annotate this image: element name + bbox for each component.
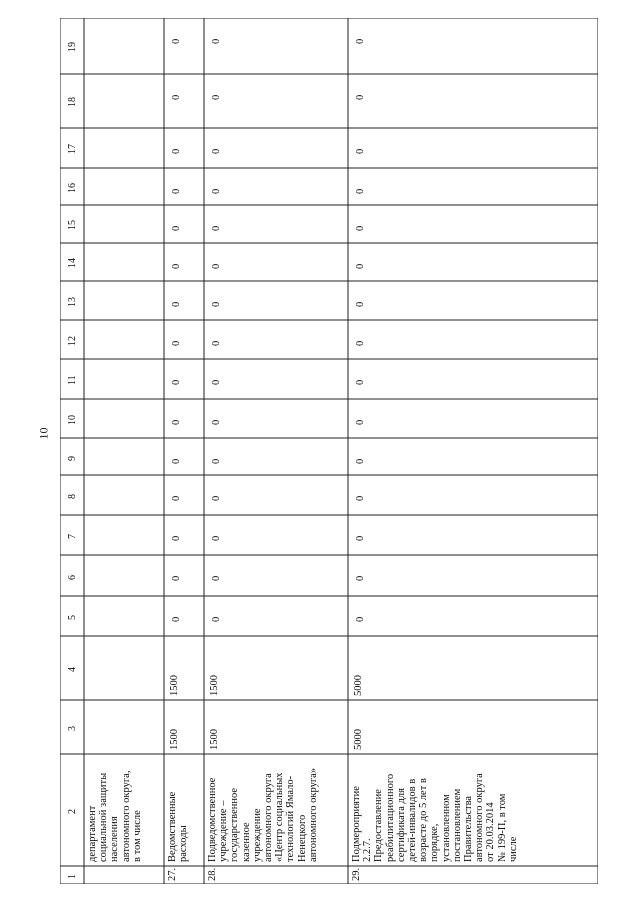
row-name-line: автономного округа, [120,770,132,862]
cell-value: 0 [355,148,366,154]
row-name-line: казенное [240,822,252,862]
cell-value: 0 [211,301,222,307]
cell-value: 0 [171,148,182,154]
column-header-1: 1 [67,874,78,879]
column-header-2: 2 [67,809,78,814]
cell-value: 0 [211,575,222,581]
row-name-line: постановлением [451,788,463,862]
row-name-line: № 199-П, в том [496,793,508,862]
cell-value-col4: 1500 [209,675,220,696]
row-name-line: порядке, [429,823,441,862]
row-name-line: департамент [87,805,98,862]
cell-value: 0 [355,458,366,464]
cell-value: 0 [355,94,366,100]
column-header-13: 13 [67,296,78,307]
column-header-19: 19 [67,42,78,52]
cell-value: 0 [211,379,222,385]
cell-value: 0 [171,379,182,385]
row-name-line: «Центр социальных [274,772,286,862]
cell-value-col3: 1500 [209,729,220,750]
cell-value: 0 [171,225,182,231]
column-header-10: 10 [67,414,78,425]
cell-value: 0 [171,38,182,44]
cell-value: 0 [355,38,366,44]
row-number: 29. [351,867,362,881]
row-name-line: сертификата для [395,788,407,862]
cell-value: 0 [355,301,366,307]
cell-value: 0 [171,535,182,541]
cell-value: 0 [211,188,222,194]
cell-value: 0 [211,535,222,541]
cell-value: 0 [171,188,182,194]
cell-value: 0 [171,616,182,622]
cell-value: 0 [355,379,366,385]
cell-value: 0 [355,535,366,541]
cell-value: 0 [171,495,182,501]
cell-value-col4: 5000 [353,675,364,696]
row-name-line: расходы [178,825,190,862]
cell-value: 0 [355,616,366,622]
column-header-18: 18 [67,97,78,107]
cell-value-col4: 1500 [169,675,180,696]
row-name-line: Ненецкого [296,814,308,862]
row-name-line: числе [507,836,519,862]
row-name-line: технологий Ямало- [285,775,297,862]
cell-value: 0 [355,495,366,501]
cell-value: 0 [211,94,222,100]
cell-value: 0 [211,148,222,154]
cell-value: 0 [171,263,182,269]
row-name-line: 2.2.7. [362,838,374,862]
column-header-9: 9 [67,455,78,461]
row-name-line: Подведомственное [207,777,218,862]
cell-value: 0 [211,38,222,44]
column-header-12: 12 [67,335,78,346]
row-name-line: государственное [229,787,241,862]
row-name-line: возрасте до 5 лет в [418,778,430,862]
cell-value: 0 [171,340,182,346]
row-name-line: Ведомственные [167,791,178,862]
column-header-16: 16 [67,182,78,193]
column-header-11: 11 [67,375,78,385]
page-number: 10 [36,427,51,440]
cell-value: 0 [211,263,222,269]
column-header-17: 17 [67,144,78,154]
table-grid-lines [60,18,598,884]
column-header-5: 5 [67,615,78,620]
row-name-line: населения [109,816,121,862]
cell-value: 0 [355,225,366,231]
cell-value: 0 [211,225,222,231]
row-name-line: Правительства [463,795,474,862]
cell-value: 0 [211,495,222,501]
cell-value: 0 [171,301,182,307]
row-number: 28. [207,867,218,881]
cell-value: 0 [211,419,222,425]
row-name-line: от 20.03.2014 [485,802,497,862]
cell-value: 0 [211,616,222,622]
row-name-line: установленном [440,794,452,862]
column-header-4: 4 [67,667,78,672]
cell-value: 0 [171,419,182,425]
column-header-3: 3 [67,726,78,731]
cell-value: 0 [355,340,366,346]
row-name-line: автономного округа» [307,767,319,862]
cell-value: 0 [171,94,182,100]
row-name-line: в том числе [131,810,143,862]
cell-value: 0 [355,263,366,269]
cell-value: 0 [355,575,366,581]
row-name-line: социальной защиты [98,772,110,862]
cell-value: 0 [355,188,366,194]
column-header-14: 14 [67,258,78,268]
row-name-line: Подмероприятие [351,786,362,862]
cell-value-col3: 5000 [353,729,364,750]
row-name-line: учреждение – [218,800,230,862]
column-header-6: 6 [67,574,78,580]
cell-value: 0 [355,419,366,425]
cell-value: 0 [211,340,222,346]
cell-value: 0 [171,575,182,581]
row-name-line: реабилитационного [384,773,396,862]
row-name-line: автономного округа [474,773,486,862]
cell-value: 0 [171,458,182,464]
column-header-15: 15 [67,220,78,230]
row-name-line: детей-инвалидов в [407,778,418,862]
row-name-line: учреждение [251,808,263,862]
column-header-8: 8 [67,494,78,499]
column-header-7: 7 [67,534,78,539]
row-number: 27. [167,867,178,881]
cell-value: 0 [211,458,222,464]
budget-table [60,18,598,884]
row-name-line: Предоставление [373,789,385,862]
cell-value-col3: 1500 [169,729,180,750]
row-name-line: автономного округа [263,773,274,862]
